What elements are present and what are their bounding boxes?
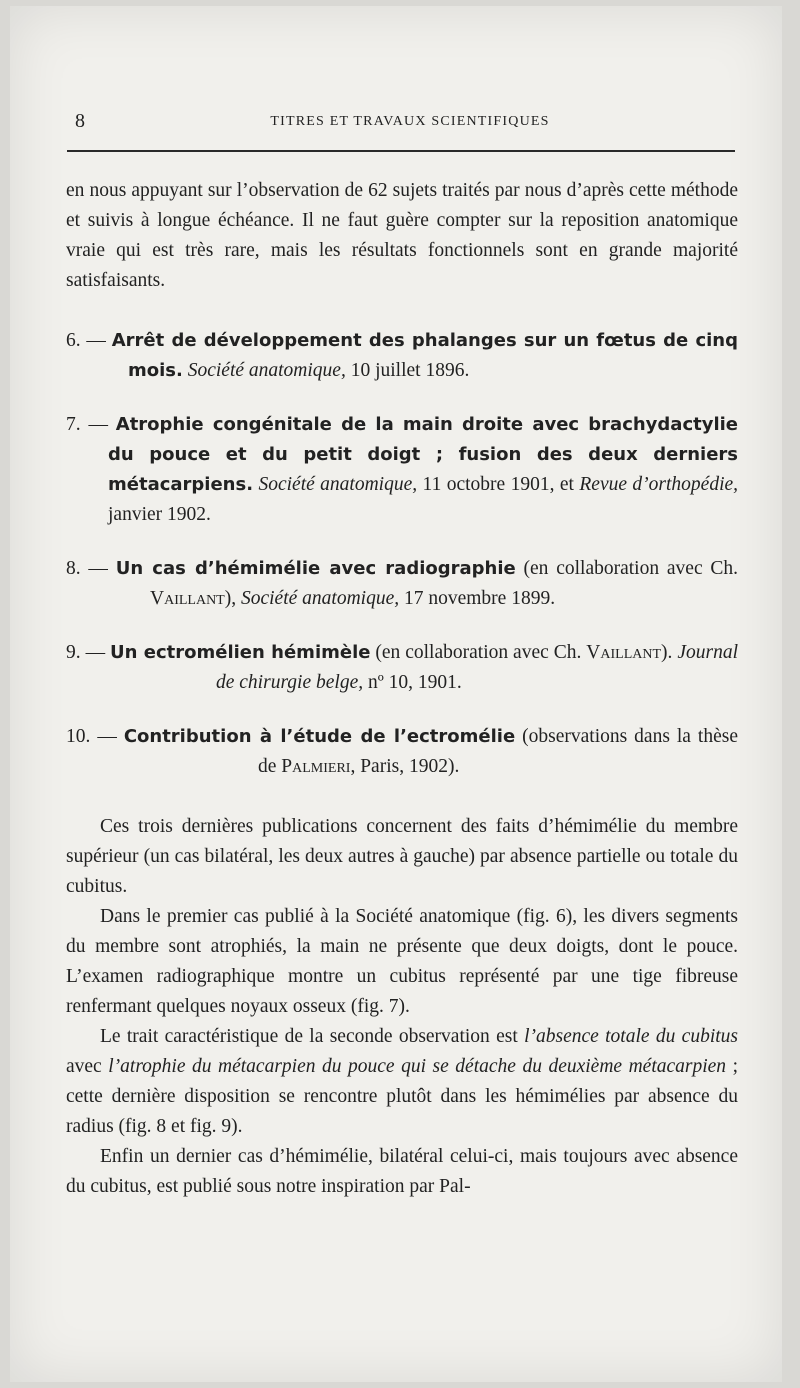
entry-title: Arrêt de développement des phalanges sur un fœtus de cinq mois. [111,330,738,381]
entry-date: 17 novembre 1899. [399,588,556,609]
entry-number: 8. — [66,558,116,579]
entry-date: nº 10, 1901. [363,672,462,693]
entry-author: Vaillant [150,588,225,609]
entry-title: Contribution à l’étude de l’ectromélie [123,726,516,747]
entry-date: 10 juillet 1896. [345,360,470,381]
page-header [75,110,745,140]
entry-number: 6. — [66,330,112,351]
entry-date: 11 octobre 1901, et [417,474,580,495]
entry-author: Palmieri [281,756,351,777]
body-paragraph-3 [66,1022,738,1142]
italic-run: l’atrophie du métacarpien du pouce qui se détache du deuxième métacarpien [108,1056,727,1077]
entry-title: Un cas d’hémimélie avec radiographie [115,558,516,579]
bibliography-entry-7 [66,410,738,530]
entry-after: ), [224,588,241,609]
text-run: ; cette dernière disposition se rencontre plutôt dans les hémimélies par absence du radius (fig. 8 et fig. 9). [66,1056,738,1137]
entry-note: (observations dans la thèse de [258,726,738,777]
entry-source: Société anatomique, [240,588,400,609]
entry-title: Atrophie congénitale de la main droite avec brachydactylie du pouce et du petit doigt ; fusion des deux derniers métacarpiens. [108,414,739,495]
entry-number: 10. — [66,726,124,747]
bibliography-entry-8 [66,554,738,614]
bibliography-entry-9 [66,638,738,698]
entry-source: Journal de chirurgie belge, [216,642,739,693]
text-run: avec [66,1056,109,1077]
page-content [66,176,738,1202]
entry-author: Vaillant [586,642,662,663]
entry-title: Un ectromélien hémimèle [110,642,371,663]
entry-date-2: janvier 1902. [108,504,211,525]
body-paragraph-4: Enfin un dernier cas d’hémimélie, bilatéral celui-ci, mais toujours avec absence du cubitus, est publié sous notre inspiration par Pal- [66,1146,738,1197]
entry-after: ). [661,642,673,663]
entry-date: , Paris, 1902). [350,756,460,777]
header-rule [67,150,735,152]
running-title: TITRES ET TRAVAUX SCIENTIFIQUES [270,114,550,129]
entry-source: Société anatomique, [258,474,418,495]
body-paragraph-1: Ces trois dernières publications concernent des faits d’hémimélie du membre supérieur (un cas bilatéral, les deux autres à gauche) par absence partielle ou totale du cubitus. [66,816,738,897]
entry-source-2: Revue d’orthopédie, [579,474,739,495]
italic-run: l’absence totale du cubitus [524,1026,738,1047]
body-paragraph-2: Dans le premier cas publié à la Société anatomique (fig. 6), les divers segments du membre sont atrophiés, la main ne présente que deux doigts, dont le pouce. L’examen radiographique montre un cubitus représenté par une tige fibreuse renfermant quelques noyaux osseux (fig. 7). [66,906,738,1017]
bibliography-entry-6 [66,326,738,386]
entry-number: 9. — [66,642,111,663]
intro-paragraph: en nous appuyant sur l’observation de 62 sujets traités par nous d’après cette méthode et suivis à longue échéance. Il ne faut guère compter sur la reposition anatomique vraie qui est très rare, mais les résultats fonctionnels sont en grande majorité satisfaisants. [66,180,738,291]
entry-collaboration: (en collaboration avec Ch. [370,642,587,663]
entry-number: 7. — [66,414,116,435]
entry-source: Société anatomique, [187,360,346,381]
entry-collaboration: (en collaboration avec Ch. [515,558,739,579]
page-number: 8 [75,110,85,132]
bibliography-entry-10 [66,722,738,782]
text-run: Le trait caractéristique de la seconde observation est [100,1026,525,1047]
